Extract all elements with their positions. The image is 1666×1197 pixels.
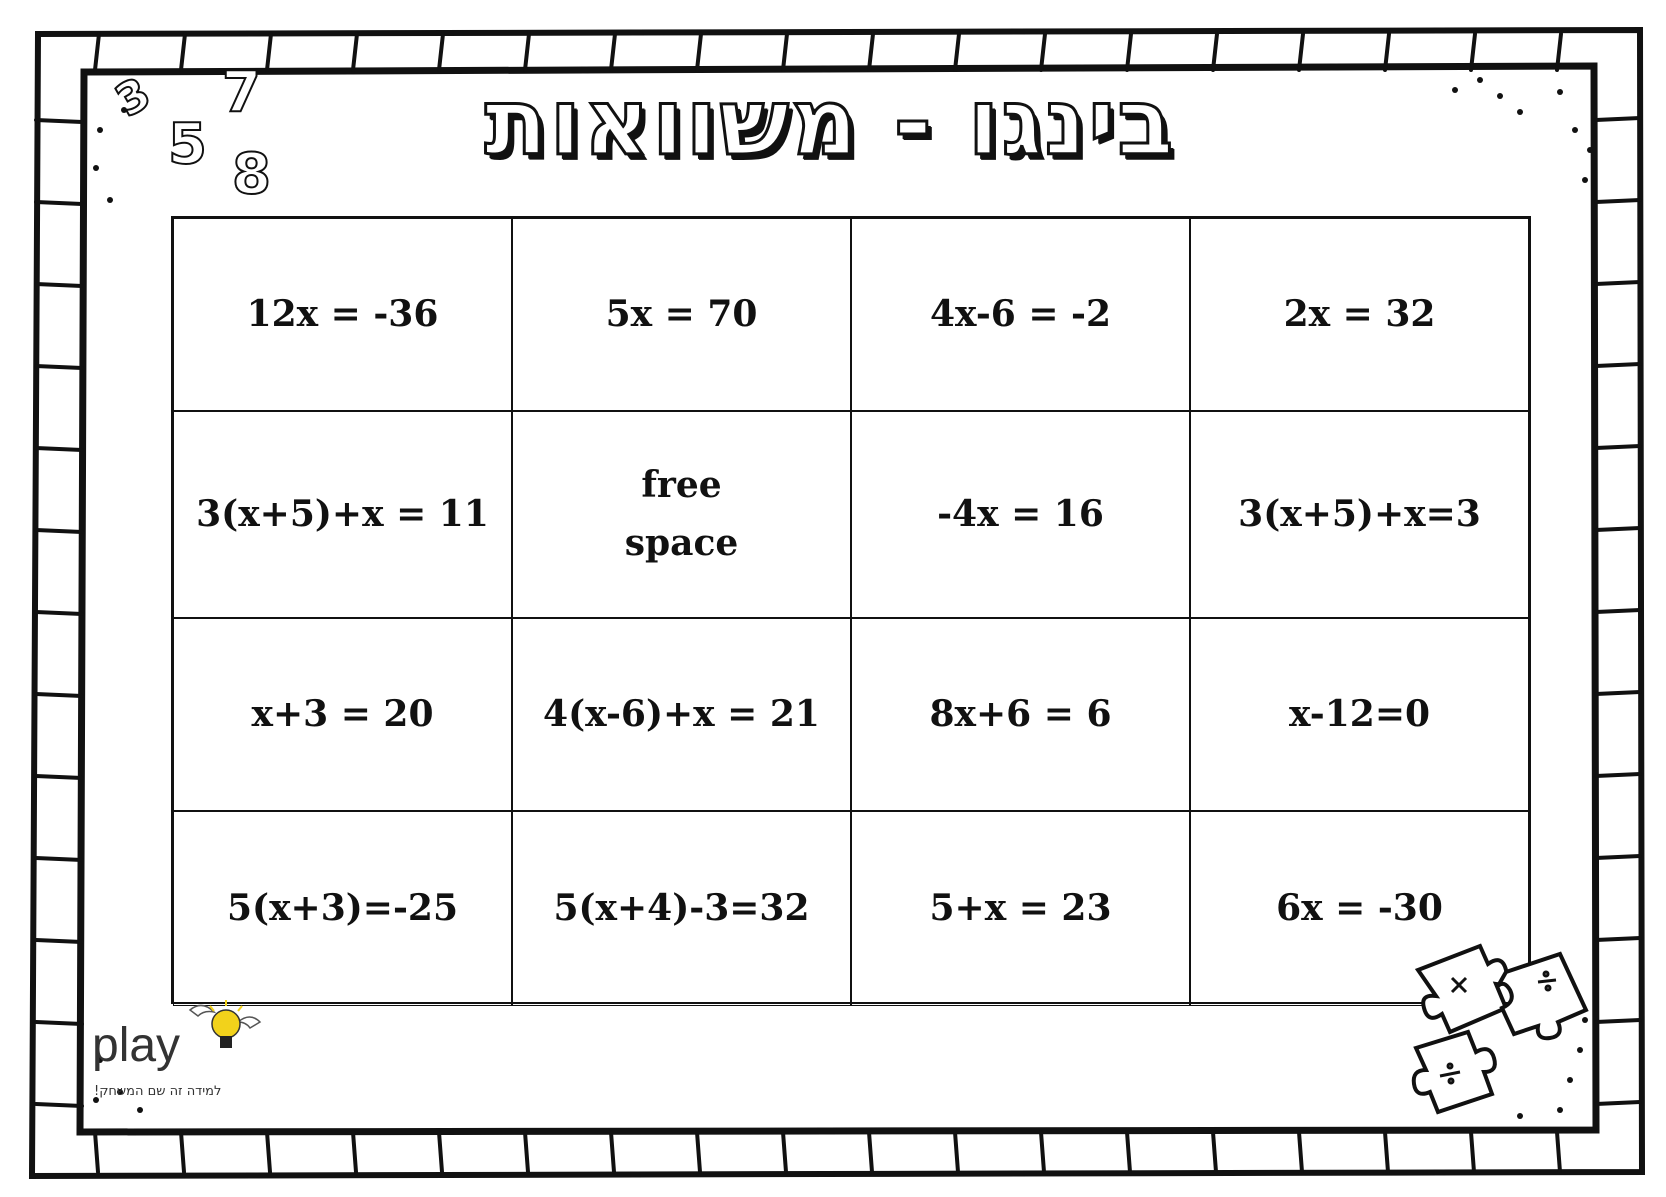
bingo-cell[interactable]: 5+x = 23: [851, 811, 1190, 1006]
bingo-grid: [171, 216, 1531, 1004]
bingo-cell[interactable]: x+3 = 20: [173, 618, 512, 811]
page-title: בינגו - משוואות: [484, 68, 1176, 176]
decor-number-7: 7: [222, 60, 261, 125]
lightbulb-icon: [180, 996, 270, 1060]
bingo-cell[interactable]: 8x+6 = 6: [851, 618, 1190, 811]
bingo-cell[interactable]: 4(x-6)+x = 21: [512, 618, 851, 811]
bingo-cell[interactable]: 5(x+4)-3=32: [512, 811, 851, 1006]
bingo-cell[interactable]: x-12=0: [1190, 618, 1529, 811]
bingo-cell[interactable]: 6x = -30: [1190, 811, 1529, 1006]
bingo-cell[interactable]: 3(x+5)+x=3: [1190, 411, 1529, 618]
bingo-cell[interactable]: 2x = 32: [1190, 218, 1529, 411]
logo-word: play: [92, 1019, 181, 1072]
bingo-cell[interactable]: 3(x+5)+x = 11: [173, 411, 512, 618]
decor-number-8: 8: [232, 142, 271, 207]
play-logo: [88, 1010, 268, 1110]
bingo-cell[interactable]: 5x = 70: [512, 218, 851, 411]
decor-number-3: 3: [107, 67, 160, 128]
bingo-cell[interactable]: -4x = 16: [851, 411, 1190, 618]
bingo-cell[interactable]: 12x = -36: [173, 218, 512, 411]
free-space-cell[interactable]: free space: [512, 411, 851, 618]
bingo-cell[interactable]: 4x-6 = -2: [851, 218, 1190, 411]
decor-number-5: 5: [168, 112, 207, 177]
bingo-cell[interactable]: 5(x+3)=-25: [173, 811, 512, 1006]
logo-tagline: למידה זה שם המשחק!: [94, 1084, 222, 1099]
puzzle-icon: [1410, 936, 1594, 1116]
